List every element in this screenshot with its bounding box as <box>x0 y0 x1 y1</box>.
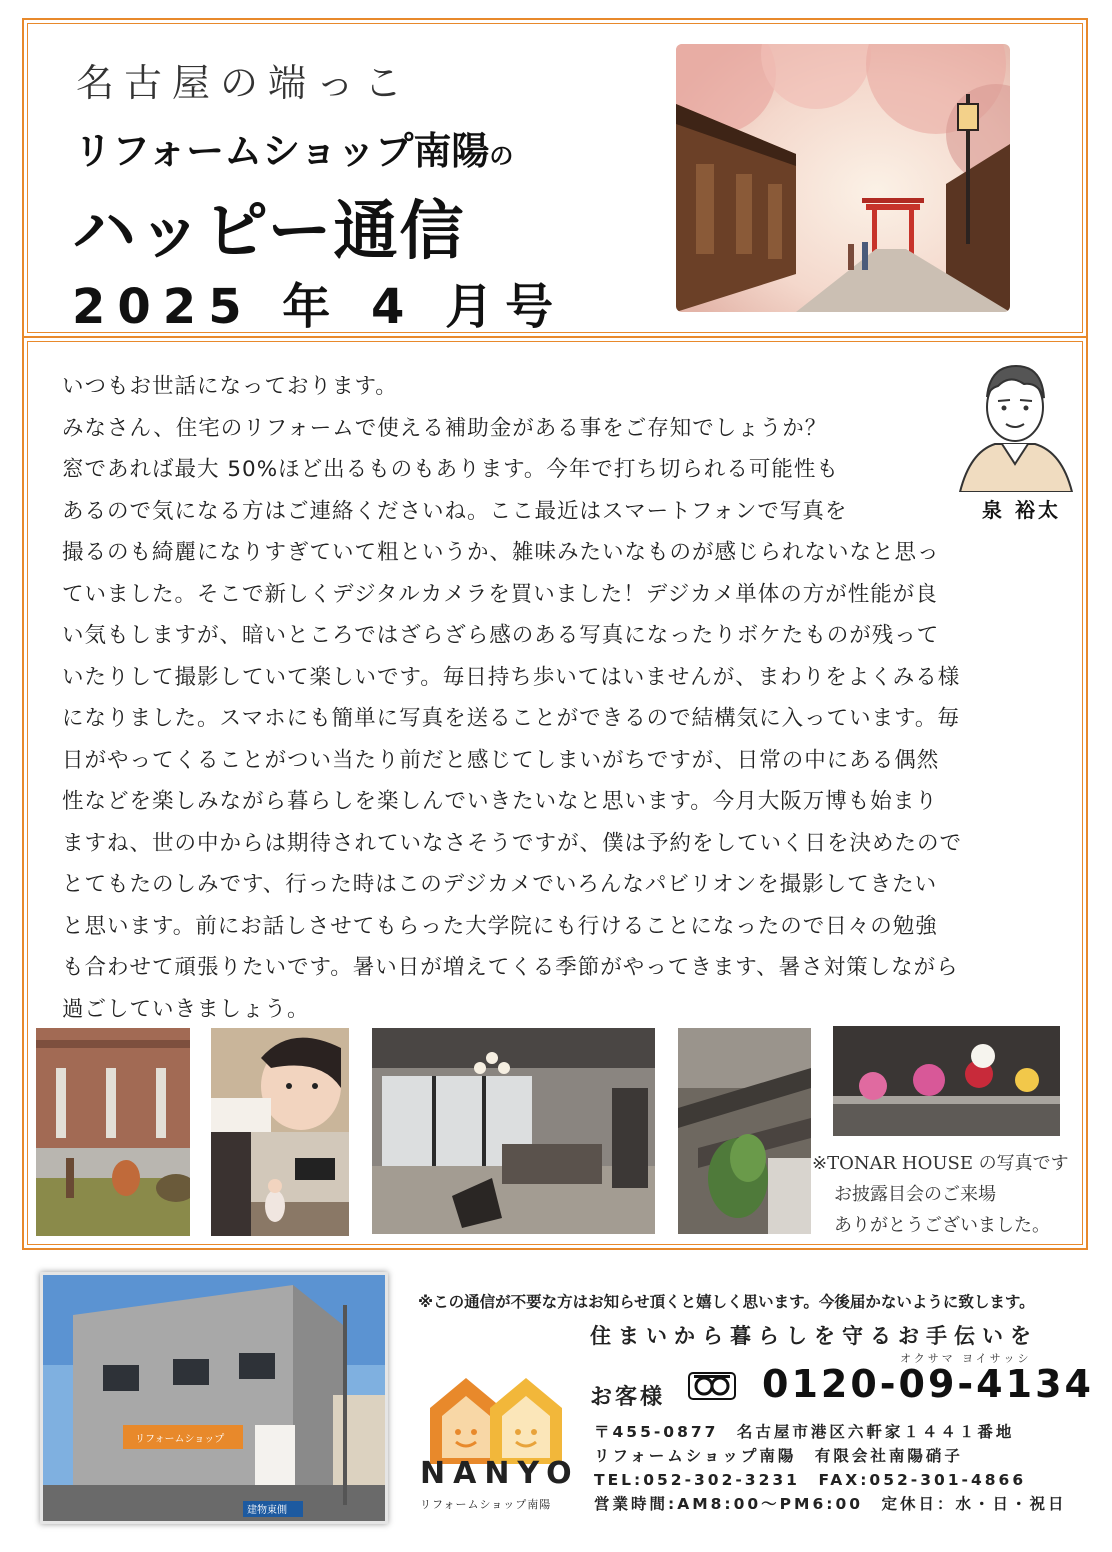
newsletter-title: ハッピー通信 <box>72 195 466 269</box>
author-portrait-drawing <box>950 352 1080 492</box>
freedial-icon <box>688 1372 736 1400</box>
sakura-street-illustration <box>676 44 1010 312</box>
letter-line: も合わせて頑張りたいです。暑い日が増えてくる季節がやってきます、暑さ対策しながら <box>62 955 959 980</box>
letter-line: あるので気になる方はご連絡くださいね。ここ最近はスマートフォンで写真を <box>62 498 848 524</box>
shop-name-text: リフォームショップ南陽 <box>74 129 490 173</box>
staircase-plant-photo <box>678 1028 811 1234</box>
header-subtitle: 名古屋の端っこ <box>76 61 413 105</box>
company-slogan: 住まいから暮らしを守るお手伝いを <box>590 1324 1038 1348</box>
header-illustration-sakura-street <box>676 44 1010 312</box>
toll-free-number[interactable]: 0120-09-4134 <box>762 1362 1094 1406</box>
flower-display-photo <box>833 1026 1060 1136</box>
shop-particle: の <box>489 142 514 170</box>
nanyo-logo-text: NANYO <box>420 1456 580 1491</box>
photo-child-room <box>211 1132 349 1236</box>
store-building-image <box>43 1275 385 1521</box>
photo-brick-building <box>36 1028 190 1236</box>
photo-child-face <box>211 1028 349 1132</box>
letter-line: ていました。そこで新しくデジタルカメラを買いました！デジカメ単体の方が性能が良 <box>62 581 938 607</box>
caption-line-1: ※TONAR HOUSE の写真です <box>812 1153 1069 1174</box>
company-address: 〒455-0877 名古屋市港区六軒家１４４１番地 <box>594 1423 1015 1441</box>
letter-line: ますね、世の中からは期待されていなさそうですが、僕は予約をしていく日を決めたので <box>62 830 963 856</box>
letter-line: 撮るのも綺麗になりすぎていて粗というか、雑味みたいなものが感じられないなと思っ <box>62 540 940 565</box>
photo-caption <box>812 1148 1069 1241</box>
author-portrait-illustration <box>950 352 1080 492</box>
letter-line: とてもたのしみです、行った時はこのデジカメでいろんなパビリオンを撮影してきたい <box>62 872 938 897</box>
child-room-photo <box>211 1132 349 1236</box>
company-name: リフォームショップ南陽 有限会社南陽硝子 <box>594 1447 963 1465</box>
letter-line: 過ごしていきましょう。 <box>62 996 310 1022</box>
letter-line: 日がやってくることがつい当たり前だと感じてしまいがちですが、日常の中にある偶然 <box>62 747 940 773</box>
author-name: 泉 裕太 <box>982 498 1061 522</box>
store-building-photo <box>40 1272 388 1524</box>
phone-furigana-2: ヨイサッシ <box>962 1352 1032 1365</box>
business-hours: 営業時間:AM8:00～PM6:00 定休日：水・日・祝日 <box>594 1495 1067 1513</box>
photo-flower-display <box>833 1026 1060 1136</box>
tel-fax: TEL:052-302-3231 FAX:052-301-4866 <box>594 1471 1027 1489</box>
store-sign-text: リフォームショップ <box>135 1434 225 1445</box>
letter-body <box>62 366 1042 1030</box>
issue-date: 2025 年 4 月号 <box>72 279 566 335</box>
letter-line: 性などを楽しみながら暮らしを楽しんでいきたいなと思います。今月大阪万博も始まり <box>62 789 938 814</box>
nanyo-logo-subtext: リフォームショップ南陽 <box>420 1498 552 1511</box>
letter-line: みなさん、住宅のリフォームで使える補助金がある事をご存知でしょうか？ <box>62 415 828 441</box>
freedial-mark <box>688 1372 736 1400</box>
customer-label: お客様 <box>590 1385 666 1410</box>
photo-staircase-plant <box>678 1028 811 1234</box>
unsubscribe-notice: ※この通信が不要な方はお知らせ頂くと嬉しく思います。今後届かないように致します。 <box>418 1293 1035 1311</box>
brick-building-photo <box>36 1028 190 1236</box>
phone-furigana-1: オクサマ <box>900 1352 956 1365</box>
header-shop-name <box>74 120 513 175</box>
caption-line-2: お披露目会のご来場 <box>834 1184 996 1205</box>
living-dining-photo <box>372 1028 655 1234</box>
photo-living-dining-interior <box>372 1028 655 1234</box>
child-face-photo <box>211 1028 349 1132</box>
nanyo-house-logo <box>426 1372 564 1468</box>
letter-line: いたりして撮影していて楽しいです。毎日持ち歩いてはいませんが、まわりをよくみる様 <box>62 664 961 690</box>
parking-sign-text: 建物東側 <box>247 1505 287 1516</box>
house-logo-icon <box>426 1372 564 1468</box>
letter-line: い気もしますが、暗いところではざらざら感のある写真になったりボケたものが残って <box>62 623 940 648</box>
caption-line-3: ありがとうございました。 <box>834 1215 1050 1236</box>
letter-line: と思います。前にお話しさせてもらった大学院にも行けることになったので日々の勉強 <box>62 913 938 939</box>
letter-line: 窓であれば最大 50%ほど出るものもあります。今年で打ち切られる可能性も <box>62 457 839 482</box>
letter-line: になりました。スマホにも簡単に写真を送ることができるので結構気に入っています。毎 <box>62 706 960 731</box>
letter-line: いつもお世話になっております。 <box>62 374 398 399</box>
